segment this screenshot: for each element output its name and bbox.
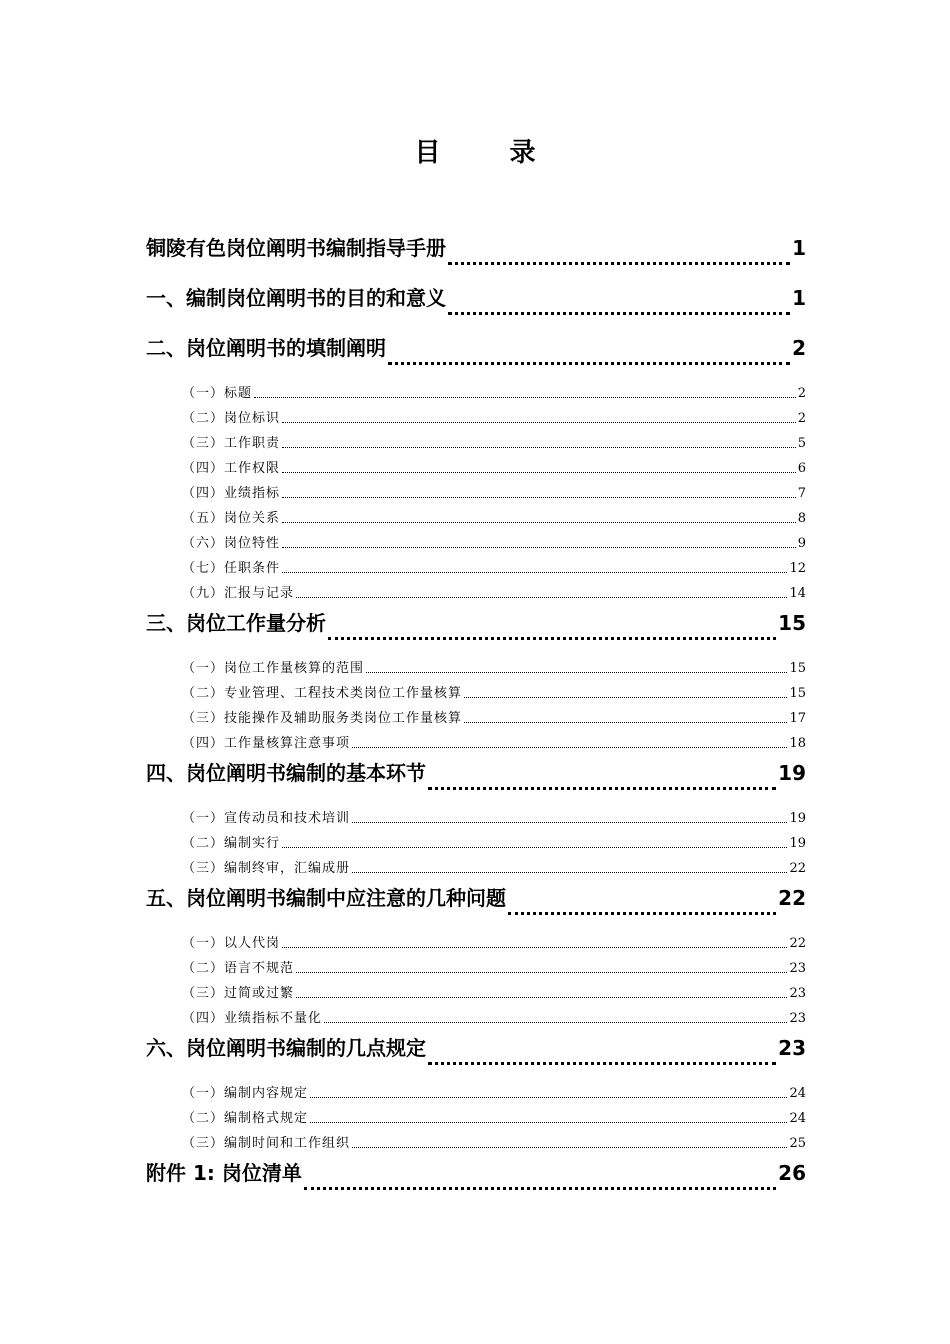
toc-subentry-page: 2 bbox=[797, 411, 806, 426]
toc-subentry-page: 23 bbox=[789, 986, 806, 1001]
toc-subentry-title: （一）岗位工作量核算的范围 bbox=[182, 661, 365, 676]
toc-subentry-page: 12 bbox=[789, 561, 806, 576]
toc-subentry[interactable] bbox=[146, 732, 806, 757]
toc-subentry-title: （二）语言不规范 bbox=[182, 961, 295, 976]
dot-leader bbox=[428, 1062, 776, 1065]
toc-subentry-title: （二）编制格式规定 bbox=[182, 1111, 309, 1126]
dot-leader bbox=[282, 422, 796, 423]
dot-leader bbox=[282, 572, 787, 573]
toc-subentry-title: （一）宣传动员和技术培训 bbox=[182, 811, 351, 826]
dot-leader bbox=[296, 597, 787, 598]
dot-leader bbox=[254, 397, 796, 398]
toc-entry[interactable] bbox=[146, 332, 806, 382]
toc-entry-title: 三、岗位工作量分析 bbox=[146, 611, 326, 635]
toc-subentry[interactable] bbox=[146, 1007, 806, 1032]
toc-subentry[interactable] bbox=[146, 1082, 806, 1107]
toc-subentry[interactable] bbox=[146, 507, 806, 532]
dot-leader bbox=[296, 972, 787, 973]
dot-leader bbox=[282, 522, 796, 523]
toc-entry-page: 1 bbox=[792, 236, 806, 260]
dot-leader bbox=[448, 262, 790, 265]
toc-entry-page: 23 bbox=[778, 1036, 806, 1060]
toc-subentry-title: （三）技能操作及辅助服务类岗位工作量核算 bbox=[182, 711, 463, 726]
dot-leader bbox=[352, 747, 787, 748]
toc-entry-page: 1 bbox=[792, 286, 806, 310]
table-of-contents bbox=[146, 232, 806, 1207]
toc-subentry-title: （三）编制终审，汇编成册 bbox=[182, 861, 351, 876]
toc-entry[interactable] bbox=[146, 607, 806, 657]
toc-entry[interactable] bbox=[146, 757, 806, 807]
dot-leader bbox=[282, 447, 796, 448]
toc-subentry-title: （三）过简或过繁 bbox=[182, 986, 295, 1001]
toc-entry[interactable] bbox=[146, 282, 806, 332]
toc-subentry-page: 5 bbox=[797, 436, 806, 451]
toc-subentry-page: 15 bbox=[789, 661, 806, 676]
toc-entry[interactable] bbox=[146, 1032, 806, 1082]
toc-subentry-title: （三）工作职责 bbox=[182, 436, 281, 451]
dot-leader bbox=[324, 1022, 787, 1023]
toc-subentry-title: （二）编制实行 bbox=[182, 836, 281, 851]
dot-leader bbox=[352, 872, 787, 873]
toc-subentry-title: （二）岗位标识 bbox=[182, 411, 281, 426]
dot-leader bbox=[508, 912, 776, 915]
dot-leader bbox=[282, 497, 796, 498]
toc-entry-page: 22 bbox=[778, 886, 806, 910]
dot-leader bbox=[282, 472, 796, 473]
toc-subentry[interactable] bbox=[146, 707, 806, 732]
toc-subentry-page: 8 bbox=[797, 511, 806, 526]
toc-subentry[interactable] bbox=[146, 432, 806, 457]
toc-subentry-title: （九）汇报与记录 bbox=[182, 586, 295, 601]
toc-subentry-page: 7 bbox=[797, 486, 806, 501]
toc-entry-page: 26 bbox=[778, 1161, 806, 1185]
toc-subentry-page: 24 bbox=[789, 1086, 806, 1101]
toc-subentry-title: （二）专业管理、工程技术类岗位工作量核算 bbox=[182, 686, 463, 701]
toc-subentry-title: （一）以人代岗 bbox=[182, 936, 281, 951]
dot-leader bbox=[464, 697, 787, 698]
toc-entry-page: 2 bbox=[792, 336, 806, 360]
toc-subentry[interactable] bbox=[146, 557, 806, 582]
toc-entry-title: 五、岗位阐明书编制中应注意的几种问题 bbox=[146, 886, 506, 910]
toc-subentry-page: 24 bbox=[789, 1111, 806, 1126]
toc-entry-page: 19 bbox=[778, 761, 806, 785]
toc-entry-title: 六、岗位阐明书编制的几点规定 bbox=[146, 1036, 426, 1060]
toc-subentry[interactable] bbox=[146, 1132, 806, 1157]
dot-leader bbox=[328, 637, 776, 640]
toc-subentry-page: 23 bbox=[789, 961, 806, 976]
dot-leader bbox=[310, 1097, 787, 1098]
toc-subentry[interactable] bbox=[146, 657, 806, 682]
toc-subentry-page: 18 bbox=[789, 736, 806, 751]
toc-subentry-title: （一）编制内容规定 bbox=[182, 1086, 309, 1101]
toc-subentry[interactable] bbox=[146, 682, 806, 707]
toc-entry-title: 二、岗位阐明书的填制阐明 bbox=[146, 336, 386, 360]
dot-leader bbox=[428, 787, 776, 790]
dot-leader bbox=[388, 362, 790, 365]
toc-subentry-page: 22 bbox=[789, 936, 806, 951]
toc-subentry-page: 19 bbox=[789, 836, 806, 851]
toc-subentry[interactable] bbox=[146, 1107, 806, 1132]
toc-subentry-title: （四）业绩指标 bbox=[182, 486, 281, 501]
dot-leader bbox=[464, 722, 787, 723]
toc-subentry[interactable] bbox=[146, 482, 806, 507]
dot-leader bbox=[310, 1122, 787, 1123]
toc-subentry-page: 2 bbox=[797, 386, 806, 401]
dot-leader bbox=[366, 672, 787, 673]
toc-subentry[interactable] bbox=[146, 832, 806, 857]
toc-subentry[interactable] bbox=[146, 982, 806, 1007]
dot-leader bbox=[304, 1187, 776, 1190]
toc-subentry-title: （四）业绩指标不量化 bbox=[182, 1011, 323, 1026]
toc-subentry-title: （六）岗位特性 bbox=[182, 536, 281, 551]
toc-subentry-page: 9 bbox=[797, 536, 806, 551]
toc-subentry[interactable] bbox=[146, 807, 806, 832]
dot-leader bbox=[296, 997, 787, 998]
toc-entry-title: 一、编制岗位阐明书的目的和意义 bbox=[146, 286, 446, 310]
dot-leader bbox=[352, 1147, 787, 1148]
toc-subentry-page: 17 bbox=[789, 711, 806, 726]
toc-subentry-page: 15 bbox=[789, 686, 806, 701]
toc-subentry-title: （五）岗位关系 bbox=[182, 511, 281, 526]
toc-subentry[interactable] bbox=[146, 382, 806, 407]
toc-subentry-title: （七）任职条件 bbox=[182, 561, 281, 576]
dot-leader bbox=[352, 822, 787, 823]
toc-subentry[interactable] bbox=[146, 957, 806, 982]
dot-leader bbox=[448, 312, 790, 315]
toc-subentry-title: （三）编制时间和工作组织 bbox=[182, 1136, 351, 1151]
dot-leader bbox=[282, 547, 796, 548]
toc-entry[interactable] bbox=[146, 232, 806, 282]
toc-subentry-page: 23 bbox=[789, 1011, 806, 1026]
toc-entry-page: 15 bbox=[778, 611, 806, 635]
toc-subentry[interactable] bbox=[146, 457, 806, 482]
toc-subentry-page: 14 bbox=[789, 586, 806, 601]
toc-subentry[interactable] bbox=[146, 532, 806, 557]
toc-entry[interactable] bbox=[146, 882, 806, 932]
toc-entry-title: 铜陵有色岗位阐明书编制指导手册 bbox=[146, 236, 446, 260]
toc-subentry-page: 25 bbox=[789, 1136, 806, 1151]
toc-entry-title: 附件 1: 岗位清单 bbox=[146, 1161, 302, 1185]
dot-leader bbox=[282, 947, 787, 948]
toc-subentry-page: 22 bbox=[789, 861, 806, 876]
toc-subentry[interactable] bbox=[146, 932, 806, 957]
toc-subentry-page: 19 bbox=[789, 811, 806, 826]
toc-subentry-title: （一）标题 bbox=[182, 386, 253, 401]
toc-subentry-title: （四）工作量核算注意事项 bbox=[182, 736, 351, 751]
toc-subentry[interactable] bbox=[146, 857, 806, 882]
toc-subentry-page: 6 bbox=[797, 461, 806, 476]
toc-subentry[interactable] bbox=[146, 407, 806, 432]
toc-subentry-title: （四）工作权限 bbox=[182, 461, 281, 476]
toc-entry[interactable] bbox=[146, 1157, 806, 1207]
toc-subentry[interactable] bbox=[146, 582, 806, 607]
page-title: 目 录 bbox=[414, 138, 566, 168]
toc-entry-title: 四、岗位阐明书编制的基本环节 bbox=[146, 761, 426, 785]
dot-leader bbox=[282, 847, 787, 848]
